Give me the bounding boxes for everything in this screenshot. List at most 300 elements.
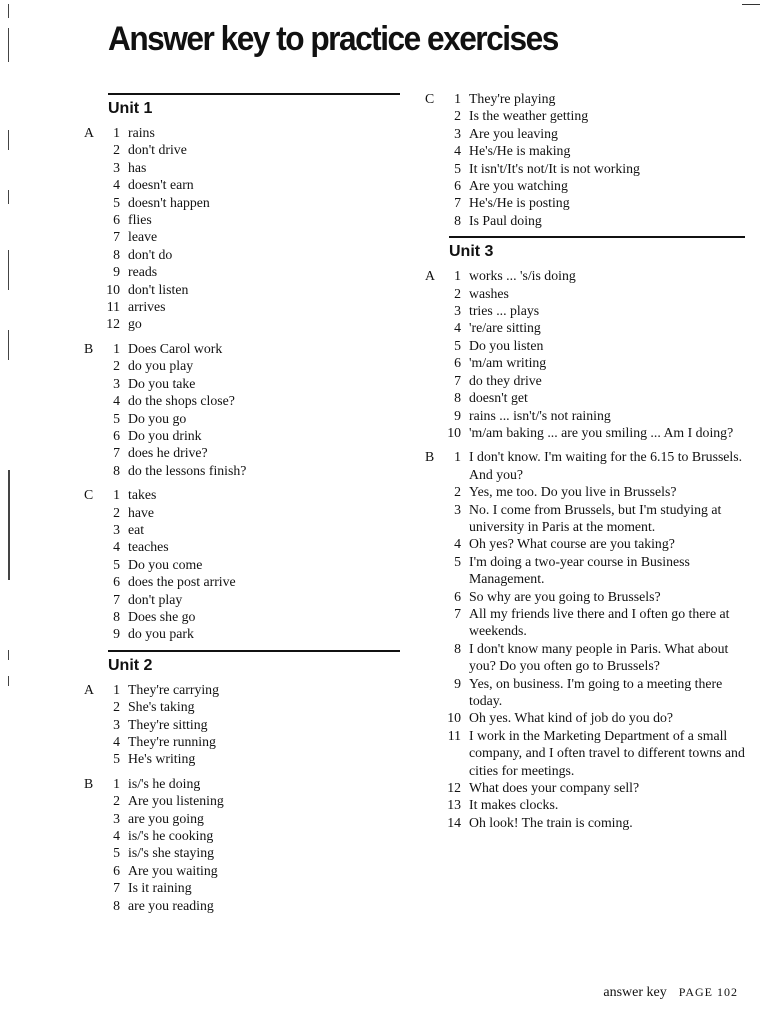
section-letter	[84, 608, 98, 625]
section-letter	[84, 392, 98, 409]
item-number: 3	[113, 716, 120, 732]
answer-item	[84, 879, 400, 896]
section-letter	[425, 553, 439, 588]
section-letter	[84, 827, 98, 844]
section-letter	[84, 810, 98, 827]
item-number: 4	[454, 536, 461, 552]
answer-item	[84, 625, 400, 642]
answer-item	[84, 792, 400, 809]
item-number: 6	[454, 588, 461, 604]
item-number: 8	[454, 212, 461, 228]
answer-text: He's/He is making	[469, 143, 571, 159]
section-letter	[425, 319, 439, 336]
item-number: 6	[113, 862, 120, 878]
page-title: Answer key to practice exercises	[108, 20, 558, 58]
item-number: 2	[454, 484, 461, 500]
answer-item	[425, 779, 745, 796]
answer-text: They're playing	[469, 91, 556, 106]
answer-item	[425, 727, 745, 779]
answer-text: arrives	[128, 299, 166, 315]
item-number: 7	[113, 445, 120, 461]
answer-text: do the lessons finish?	[128, 462, 247, 478]
answer-item	[425, 407, 745, 424]
item-number: 2	[113, 793, 120, 809]
answer-text: They're sitting	[128, 716, 208, 732]
section-letter	[425, 675, 439, 710]
answer-item	[425, 501, 745, 536]
answer-item	[84, 315, 400, 332]
answer-item	[425, 675, 745, 710]
exercise-section	[425, 267, 745, 441]
item-number: 11	[447, 727, 461, 743]
answer-text: Is it raining	[128, 880, 192, 896]
item-number: 7	[454, 195, 461, 211]
scan-mark	[8, 650, 9, 660]
section-letter	[425, 107, 439, 124]
section-letter	[84, 444, 98, 461]
answer-text: Do you take	[128, 375, 196, 391]
item-number: 2	[113, 142, 120, 158]
answer-item	[84, 176, 400, 193]
section-letter	[425, 588, 439, 605]
section-letter	[425, 337, 439, 354]
answer-text: Do you come	[128, 556, 203, 572]
scan-mark	[8, 330, 9, 360]
answer-text: Oh look! The train is coming.	[469, 814, 633, 830]
item-number: 4	[454, 320, 461, 336]
answer-text: Are you watching	[469, 178, 568, 194]
scan-corner-mark	[742, 4, 760, 5]
section-letter	[84, 281, 98, 298]
answer-item	[84, 608, 400, 625]
answer-text: So why are you going to Brussels?	[469, 588, 661, 604]
answer-text: 're/are sitting	[469, 320, 541, 336]
answer-item	[84, 410, 400, 427]
answer-item	[84, 810, 400, 827]
answer-text: Does Carol work	[128, 340, 223, 356]
answer-text: is/'s he cooking	[128, 828, 214, 844]
answer-item	[84, 698, 400, 715]
answer-item	[84, 194, 400, 211]
answer-text: don't listen	[128, 281, 189, 297]
answer-text: rains	[128, 125, 155, 140]
answer-item	[84, 246, 400, 263]
item-number: 10	[447, 424, 461, 440]
item-number: 3	[113, 521, 120, 537]
answer-text: flies	[128, 212, 152, 228]
answer-text: All my friends live there and I often go there at weekends.	[469, 605, 730, 639]
item-number: 10	[106, 281, 120, 297]
item-number: 10	[447, 710, 461, 726]
section-letter	[425, 407, 439, 424]
section-letter	[84, 159, 98, 176]
section-letter	[425, 212, 439, 229]
section-letter	[84, 228, 98, 245]
answer-text: go	[128, 316, 142, 332]
exercise-section	[425, 448, 745, 831]
answer-item	[84, 573, 400, 590]
answer-item	[425, 90, 745, 107]
item-number: 8	[454, 390, 461, 406]
answer-text: I'm doing a two-year course in Business Management.	[469, 553, 690, 587]
item-number: 13	[447, 797, 461, 813]
item-number: 14	[447, 814, 461, 830]
answer-text: They're carrying	[128, 681, 219, 697]
answer-text: does the post arrive	[128, 574, 236, 590]
answer-item	[84, 211, 400, 228]
answer-item	[84, 521, 400, 538]
section-letter	[84, 733, 98, 750]
answer-text: It makes clocks.	[469, 797, 559, 813]
item-number: 2	[113, 699, 120, 715]
item-number: 3	[454, 125, 461, 141]
scan-edge-marks	[8, 0, 14, 1024]
item-number: 8	[454, 640, 461, 656]
answer-item	[425, 194, 745, 211]
item-number: 2	[113, 504, 120, 520]
answer-item	[425, 160, 745, 177]
answer-item	[84, 897, 400, 914]
item-number: 5	[454, 160, 461, 176]
section-letter	[84, 462, 98, 479]
section-letter	[84, 375, 98, 392]
item-number: 3	[454, 501, 461, 517]
item-number: 9	[113, 626, 120, 642]
answer-text: eat	[128, 521, 145, 537]
answer-item	[84, 159, 400, 176]
section-letter	[84, 246, 98, 263]
item-number: 6	[454, 355, 461, 371]
answer-item	[84, 141, 400, 158]
item-number: 1	[113, 487, 120, 503]
answer-text: doesn't get	[469, 390, 528, 406]
answer-text: Yes, on business. I'm going to a meeting there today.	[469, 675, 723, 708]
answer-item	[84, 844, 400, 861]
answer-item	[425, 319, 745, 336]
item-number: 7	[113, 880, 120, 896]
answer-text: have	[128, 504, 155, 520]
section-letter	[84, 410, 98, 427]
section-letter	[425, 709, 439, 726]
answer-item	[84, 392, 400, 409]
section-letter	[84, 521, 98, 538]
answer-item	[84, 228, 400, 245]
unit-block	[425, 90, 745, 229]
answer-text: Oh yes. What kind of job do you do?	[469, 710, 673, 726]
answer-item	[84, 827, 400, 844]
answer-text: works ... 's/is doing	[469, 268, 576, 284]
item-number: 3	[113, 375, 120, 391]
item-number: 4	[113, 393, 120, 409]
section-letter	[425, 424, 439, 441]
exercise-section	[84, 486, 400, 643]
item-number: 5	[113, 845, 120, 861]
answer-item	[84, 298, 400, 315]
answer-item	[425, 372, 745, 389]
answer-text: takes	[128, 487, 157, 503]
section-letter	[425, 142, 439, 159]
item-number: 9	[454, 675, 461, 691]
item-number: 5	[113, 194, 120, 210]
footer-page-label	[679, 985, 738, 999]
answer-item	[84, 591, 400, 608]
exercise-section	[84, 775, 400, 914]
item-number: 6	[454, 178, 461, 194]
section-letter	[425, 194, 439, 211]
unit-title: Unit 3	[449, 243, 494, 261]
item-number: 2	[454, 285, 461, 301]
answer-text: He's/He is posting	[469, 195, 570, 211]
scan-mark	[8, 470, 10, 580]
section-letter	[84, 504, 98, 521]
item-number: 1	[454, 268, 461, 284]
item-number: 3	[454, 303, 461, 319]
section-letter	[84, 716, 98, 733]
item-number: 5	[113, 751, 120, 767]
answer-text: Are you waiting	[128, 862, 218, 878]
section-letter	[425, 160, 439, 177]
item-number: 2	[113, 358, 120, 374]
section-letter: B	[84, 340, 94, 356]
scan-mark	[8, 28, 9, 62]
answer-text: They're running	[128, 734, 216, 749]
answer-text: rains ... isn't/'s not raining	[469, 407, 611, 423]
answer-item	[84, 427, 400, 444]
answer-item	[84, 340, 400, 357]
section-letter: A	[425, 268, 435, 284]
section-letter	[84, 176, 98, 193]
footer-page-word: PAGE	[678, 985, 713, 999]
scan-mark	[8, 190, 9, 204]
unit-divider	[449, 236, 745, 238]
answer-text: do you park	[128, 626, 194, 642]
section-letter	[425, 779, 439, 796]
answer-text: tries ... plays	[469, 303, 540, 319]
item-number: 7	[113, 591, 120, 607]
answer-item	[425, 424, 745, 441]
answer-text: I work in the Marketing Department of a small company, and I often travel to different towns and cities for meetings.	[469, 727, 745, 778]
section-letter	[425, 483, 439, 500]
answer-item	[425, 142, 745, 159]
answer-item	[84, 375, 400, 392]
answer-item	[425, 389, 745, 406]
answer-item	[84, 263, 400, 280]
section-letter	[425, 177, 439, 194]
section-letter	[425, 302, 439, 319]
unit-title: Unit 2	[108, 656, 153, 674]
section-letter	[84, 538, 98, 555]
item-number: 6	[113, 427, 120, 443]
unit-block	[425, 236, 745, 831]
exercise-section	[84, 124, 400, 333]
unit-block	[84, 93, 400, 643]
answer-item	[425, 177, 745, 194]
section-letter	[84, 263, 98, 280]
exercise-section	[425, 90, 745, 229]
item-number: 12	[106, 316, 120, 332]
answer-text: is/'s she staying	[128, 845, 215, 861]
item-number: 1	[113, 681, 120, 697]
answer-text: do the shops close?	[128, 393, 235, 409]
item-number: 6	[113, 574, 120, 590]
answer-text: do they drive	[469, 372, 542, 388]
answer-text: washes	[469, 285, 509, 301]
answer-item	[84, 357, 400, 374]
answer-text: doesn't earn	[128, 177, 194, 193]
item-number: 5	[454, 337, 461, 353]
section-letter: C	[84, 487, 94, 503]
answer-text: reads	[128, 264, 158, 280]
answer-text: No. I come from Brussels, but I'm studying at university in Paris at the moment.	[469, 501, 722, 534]
answer-item	[425, 709, 745, 726]
answer-text: has	[128, 159, 147, 175]
answer-text: She's taking	[128, 699, 195, 715]
answer-item	[425, 285, 745, 302]
section-letter	[84, 750, 98, 767]
section-letter: C	[425, 91, 435, 106]
answer-text: Does she go	[128, 608, 196, 624]
section-letter	[84, 194, 98, 211]
answer-item	[84, 862, 400, 879]
item-number: 7	[454, 372, 461, 388]
section-letter	[425, 354, 439, 371]
section-letter	[84, 897, 98, 914]
item-number: 1	[113, 125, 120, 140]
item-number: 9	[113, 264, 120, 280]
answer-text: Are you listening	[128, 793, 224, 809]
answer-text: Do you listen	[469, 337, 544, 353]
item-number: 1	[113, 340, 120, 356]
section-letter	[425, 372, 439, 389]
answer-item	[425, 302, 745, 319]
answer-item	[425, 796, 745, 813]
item-number: 5	[113, 410, 120, 426]
answer-text: Oh yes? What course are you taking?	[469, 536, 675, 552]
answer-text: What does your company sell?	[469, 780, 640, 796]
section-letter	[84, 698, 98, 715]
section-letter	[84, 879, 98, 896]
answer-item	[425, 553, 745, 588]
section-letter	[425, 389, 439, 406]
answer-item	[84, 716, 400, 733]
answer-text: 'm/am writing	[469, 355, 547, 371]
item-number: 3	[113, 159, 120, 175]
item-number: 7	[113, 229, 120, 245]
exercise-section	[84, 681, 400, 768]
answer-text: Is Paul doing	[469, 212, 542, 228]
answer-text: I don't know many people in Paris. What about you? Do you often go to Brussels?	[469, 640, 729, 674]
item-number: 8	[113, 246, 120, 262]
section-letter	[84, 211, 98, 228]
answer-item	[425, 814, 745, 831]
answer-item	[425, 588, 745, 605]
unit-divider	[108, 93, 400, 95]
answer-item	[84, 733, 400, 750]
answer-item	[84, 538, 400, 555]
answer-text: It isn't/It's not/It is not working	[469, 160, 640, 176]
answer-item	[84, 444, 400, 461]
section-letter	[84, 792, 98, 809]
item-number: 11	[106, 299, 120, 315]
answer-item	[84, 124, 400, 141]
scan-mark	[8, 4, 9, 18]
answer-text: teaches	[128, 539, 169, 555]
answer-text: Is the weather getting	[469, 108, 589, 124]
answer-text: don't drive	[128, 142, 187, 158]
answer-item	[425, 640, 745, 675]
section-letter	[425, 501, 439, 536]
answer-item	[425, 483, 745, 500]
item-number: 12	[447, 780, 461, 796]
scan-mark	[8, 676, 9, 686]
answer-item	[425, 605, 745, 640]
item-number: 8	[113, 897, 120, 913]
section-letter: A	[84, 681, 94, 697]
section-letter	[425, 796, 439, 813]
answer-item	[84, 775, 400, 792]
answer-text: leave	[128, 229, 158, 245]
page-footer	[603, 985, 738, 1001]
item-number: 4	[113, 828, 120, 844]
item-number: 4	[454, 143, 461, 159]
answer-text: are you going	[128, 810, 204, 826]
answer-item	[425, 354, 745, 371]
left-column	[84, 93, 400, 921]
item-number: 2	[454, 108, 461, 124]
section-letter	[84, 844, 98, 861]
item-number: 4	[113, 177, 120, 193]
answer-item	[425, 337, 745, 354]
answer-text: Do you go	[128, 410, 187, 426]
item-number: 3	[113, 810, 120, 826]
answer-text: Do you drink	[128, 427, 202, 443]
footer-page-number: 102	[717, 985, 738, 999]
item-number: 8	[113, 462, 120, 478]
answer-text: doesn't happen	[128, 194, 210, 210]
item-number: 1	[454, 449, 461, 465]
answer-text: He's writing	[128, 751, 196, 767]
item-number: 5	[113, 556, 120, 572]
item-number: 4	[113, 734, 120, 749]
item-number: 1	[113, 775, 120, 791]
answer-item	[425, 212, 745, 229]
section-letter	[425, 727, 439, 779]
section-letter	[84, 591, 98, 608]
item-number: 7	[454, 605, 461, 621]
answer-item	[425, 267, 745, 284]
unit-title: Unit 1	[108, 100, 153, 117]
answer-text: Are you leaving	[469, 125, 558, 141]
section-letter: A	[84, 125, 94, 140]
section-letter	[84, 862, 98, 879]
answer-text: are you reading	[128, 897, 214, 913]
section-letter	[425, 125, 439, 142]
answer-item	[84, 486, 400, 503]
scan-mark	[8, 250, 9, 290]
answer-item	[425, 448, 745, 483]
answer-text: does he drive?	[128, 445, 208, 461]
answer-item	[84, 504, 400, 521]
answer-item	[84, 556, 400, 573]
answer-item	[84, 281, 400, 298]
section-letter: B	[84, 775, 94, 791]
footer-section-label: answer key	[603, 985, 667, 1000]
item-number: 9	[454, 407, 461, 423]
section-letter	[84, 141, 98, 158]
unit-block	[84, 650, 400, 914]
answer-text: don't do	[128, 246, 173, 262]
answer-item	[84, 750, 400, 767]
